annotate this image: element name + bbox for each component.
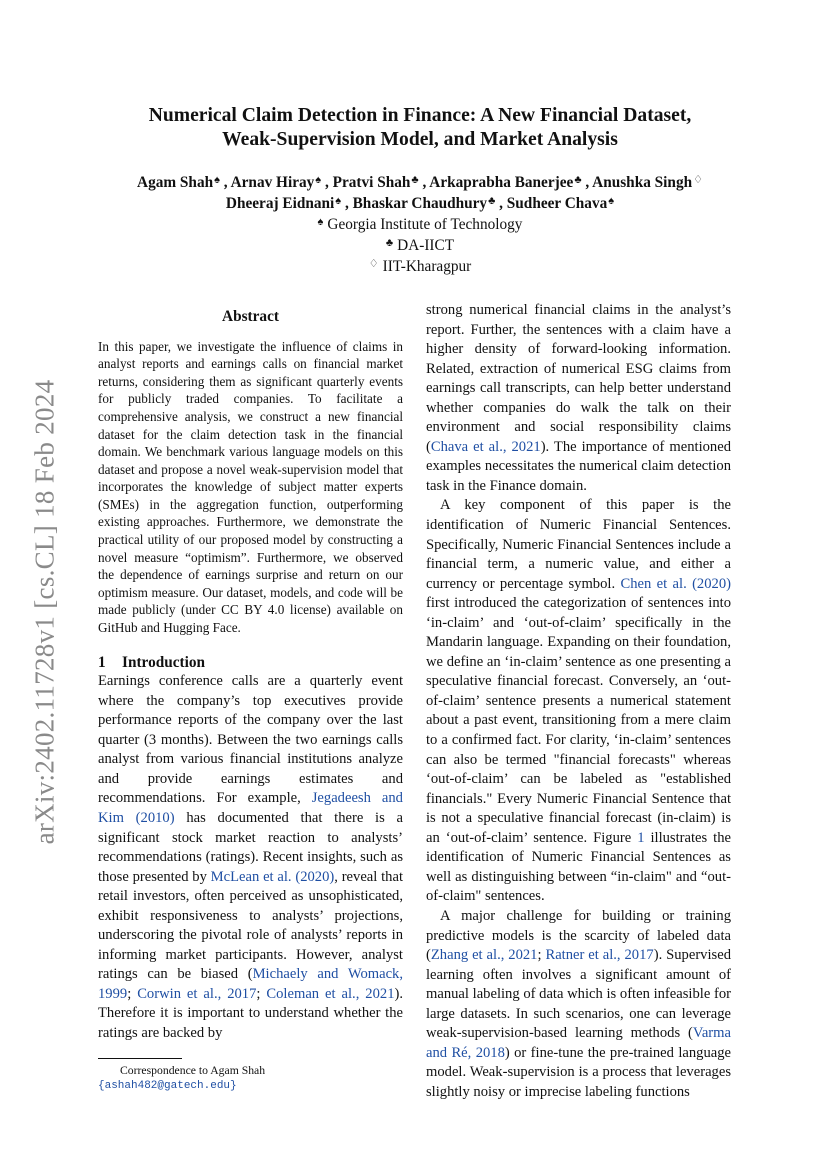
affiliation-name: DA-IICT bbox=[397, 237, 455, 254]
paragraph-text: ). The importance of mentioned examples necessitates the numerical claim detection task in the Finance domain. bbox=[426, 438, 731, 494]
paragraph-text: , reveal that retail investors, often perceived as unsophisticated, exhibit responsiveness to analysts’ projections, underscoring the pivotal role of analysts’ reports in informing market participants. However, analyst ratings can be biased ( bbox=[98, 868, 404, 983]
body-paragraph bbox=[426, 496, 731, 906]
author-affiliation-mark: ♠ bbox=[335, 195, 342, 207]
author-name: Sudheer Chava bbox=[506, 195, 608, 212]
paragraph-text: ). Supervised learning often involves a significant amount of manual labeling of data which is often infeasible for large datasets. In such scenarios, one can leverage weak-supervision-based learning methods ( bbox=[426, 947, 731, 1042]
author-affiliation-mark: ♢ bbox=[693, 174, 703, 186]
author-separator: , bbox=[418, 174, 430, 191]
title-line-2: Weak-Supervision Model, and Market Analysis bbox=[222, 129, 618, 150]
author-separator: , bbox=[341, 195, 353, 212]
citation-link[interactable]: 1 bbox=[637, 829, 645, 846]
paragraph-text: A major challenge for building or training predictive models is the scarcity of labeled data ( bbox=[426, 907, 731, 964]
footnote bbox=[98, 1064, 403, 1093]
citation-link[interactable]: Chava et al., 2021 bbox=[430, 438, 541, 455]
paragraph-text: has documented that there is a significant stock market reaction to analysts’ recommendations (ratings). Recent insights, such as those presented by bbox=[98, 810, 403, 885]
paragraph-text: first introduced the categorization of sentences into ‘in-claim’ and ‘out-of-claim’ specifically in the Mandarin language. Expanding on their foundation, we define an ‘in-claim’ sentence as one presenting a speculative financial forecast. Conversely, an ‘out-of-claim’ sentence presents a numerical statement about a past event, transitioning from a mere claim to a confirmed fact. For clarity, ‘in-claim’ sentences can also be termed "financial forecasts" whereas ‘out-of-claim’ can be labeled as "established financials." Every Numeric Financial Sentence that is not a speculative financial forecast (in-claim) is an ‘out-of-claim’ sentence. Figure bbox=[426, 595, 731, 846]
section-number: 1 bbox=[98, 653, 106, 671]
left-column bbox=[98, 307, 403, 1044]
paragraph-text: ) or fine-tune the pre-trained language model. Weak-supervision is a process that leverages slightly noisy or imprecise labeling functions bbox=[426, 1044, 731, 1100]
author-affiliation-mark: ♣ bbox=[411, 174, 419, 186]
author-name: Agam Shah bbox=[137, 174, 214, 191]
affiliation-mark: ♢ bbox=[368, 258, 379, 270]
author-name: Dheeraj Eidnani bbox=[225, 195, 335, 212]
author-affiliation-mark: ♠ bbox=[608, 195, 615, 207]
affiliation-name: Georgia Institute of Technology bbox=[327, 216, 523, 233]
paragraph-text: strong numerical financial claims in the analyst’s report. Further, the sentences with a claim have a higher density of forward-looking information. Related, extraction of numerical ESG claims from earnings call transcripts, can help better understand whether companies do walk the talk on their environment and social responsibility claims ( bbox=[426, 302, 731, 455]
arxiv-sidebar bbox=[18, 362, 72, 862]
title-line-1: Numerical Claim Detection in Finance: A New Financial Dataset, bbox=[148, 105, 692, 126]
affiliation bbox=[90, 234, 750, 255]
author-name: Arkaprabha Banerjee bbox=[429, 174, 574, 191]
affiliation-mark: ♠ bbox=[317, 216, 324, 228]
body-paragraph bbox=[426, 301, 731, 496]
author-name: Bhaskar Chaudhury bbox=[352, 195, 488, 212]
arxiv-identifier: arXiv:2402.11728v1 [cs.CL] 18 Feb 2024 bbox=[29, 379, 60, 845]
author-separator: , bbox=[495, 195, 507, 212]
paragraph-text: A key component of this paper is the identification of Numeric Financial Sentences. Specifically, Numeric Financial Sentences include a financial term, a numeric value, and either a currency or percentage symbol. bbox=[426, 497, 731, 592]
body-paragraph bbox=[426, 907, 731, 1102]
author-name: Pratvi Shah bbox=[332, 174, 411, 191]
citation-link[interactable]: McLean et al. (2020) bbox=[210, 868, 335, 885]
intro-paragraph bbox=[98, 672, 403, 1043]
author-name: Arnav Hiray bbox=[230, 174, 315, 191]
paragraph-text: ). Therefore it is important to understand whether the ratings are backed by bbox=[98, 985, 404, 1042]
author-separator: , bbox=[321, 174, 333, 191]
affiliation-mark: ♣ bbox=[385, 237, 394, 249]
affiliation-name: IIT-Kharagpur bbox=[382, 258, 472, 275]
author-affiliation-mark: ♠ bbox=[214, 174, 220, 186]
abstract-heading: Abstract bbox=[222, 308, 279, 325]
paragraph-text: illustrates the identification of Numeric Financial Sentences as well as distinguishing between “in-claim" and “out-of-claim" sentences. bbox=[426, 829, 731, 905]
citation-link[interactable]: Ratner et al., 2017 bbox=[545, 947, 654, 964]
paragraph-text: ; bbox=[537, 947, 546, 964]
affiliation-list bbox=[90, 213, 750, 276]
paragraph-text: ; bbox=[127, 985, 138, 1002]
footnote-divider bbox=[98, 1058, 182, 1059]
correspondence-email-link[interactable]: {ashah482@gatech.edu} bbox=[98, 1080, 237, 1092]
citation-link[interactable]: Chen et al. (2020) bbox=[620, 575, 731, 592]
citation-link[interactable]: Corwin et al., 2017 bbox=[137, 985, 257, 1002]
author-affiliation-mark: ♣ bbox=[574, 174, 582, 186]
author-list bbox=[90, 171, 750, 213]
author-affiliation-mark: ♣ bbox=[488, 195, 496, 207]
paragraph-text: ; bbox=[256, 985, 267, 1002]
section-title: Introduction bbox=[122, 653, 206, 671]
right-column bbox=[426, 301, 731, 1102]
affiliation bbox=[90, 255, 750, 276]
author-separator: , bbox=[581, 174, 593, 191]
author-separator: , bbox=[219, 174, 231, 191]
citation-link[interactable]: Zhang et al., 2021 bbox=[430, 947, 538, 964]
affiliation bbox=[90, 213, 750, 234]
citation-link[interactable]: Varma and Ré, 2018 bbox=[426, 1025, 731, 1061]
paper-title bbox=[90, 104, 750, 152]
citation-link[interactable]: Coleman et al., 2021 bbox=[266, 985, 395, 1002]
section-heading-introduction bbox=[98, 653, 403, 673]
paper-header bbox=[90, 104, 750, 276]
citation-link[interactable]: Jegadeesh and Kim (2010) bbox=[98, 790, 403, 827]
abstract-text: In this paper, we investigate the influence of claims in analyst reports and earnings calls on financial market returns, considering them as significant quarterly events for publicly traded companies. To facilitate a comprehensive analysis, we construct a new financial dataset for the claim detection task in the financial domain. We benchmark various language models on this dataset and propose a novel weak-supervision model that incorporates the knowledge of subject matter experts (SMEs) in the aggregation function, outperforming existing approaches. Furthermore, we demonstrate the practical utility of our proposed model by constructing a novel measure “optimism”. Furthermore, we observed the dependence of earnings surprise and return on our optimism measure. Our dataset, models, and code will be made publicly (under CC BY 4.0 license) available on GitHub and Hugging Face. bbox=[98, 338, 403, 636]
author-name: Anushka Singh bbox=[592, 174, 693, 191]
author-affiliation-mark: ♠ bbox=[315, 174, 322, 186]
citation-link[interactable]: Michaely and Womack, 1999 bbox=[98, 966, 403, 1002]
paragraph-text: Earnings conference calls are a quarterly event where the company’s top executives provide performance reports of the company over the last quarter (3 months). Between the two earnings calls analyst from various financial institutions analyze and provide earnings estimates and recommendations. For example, bbox=[98, 673, 403, 807]
footnote-text: Correspondence to Agam Shah bbox=[120, 1064, 266, 1077]
